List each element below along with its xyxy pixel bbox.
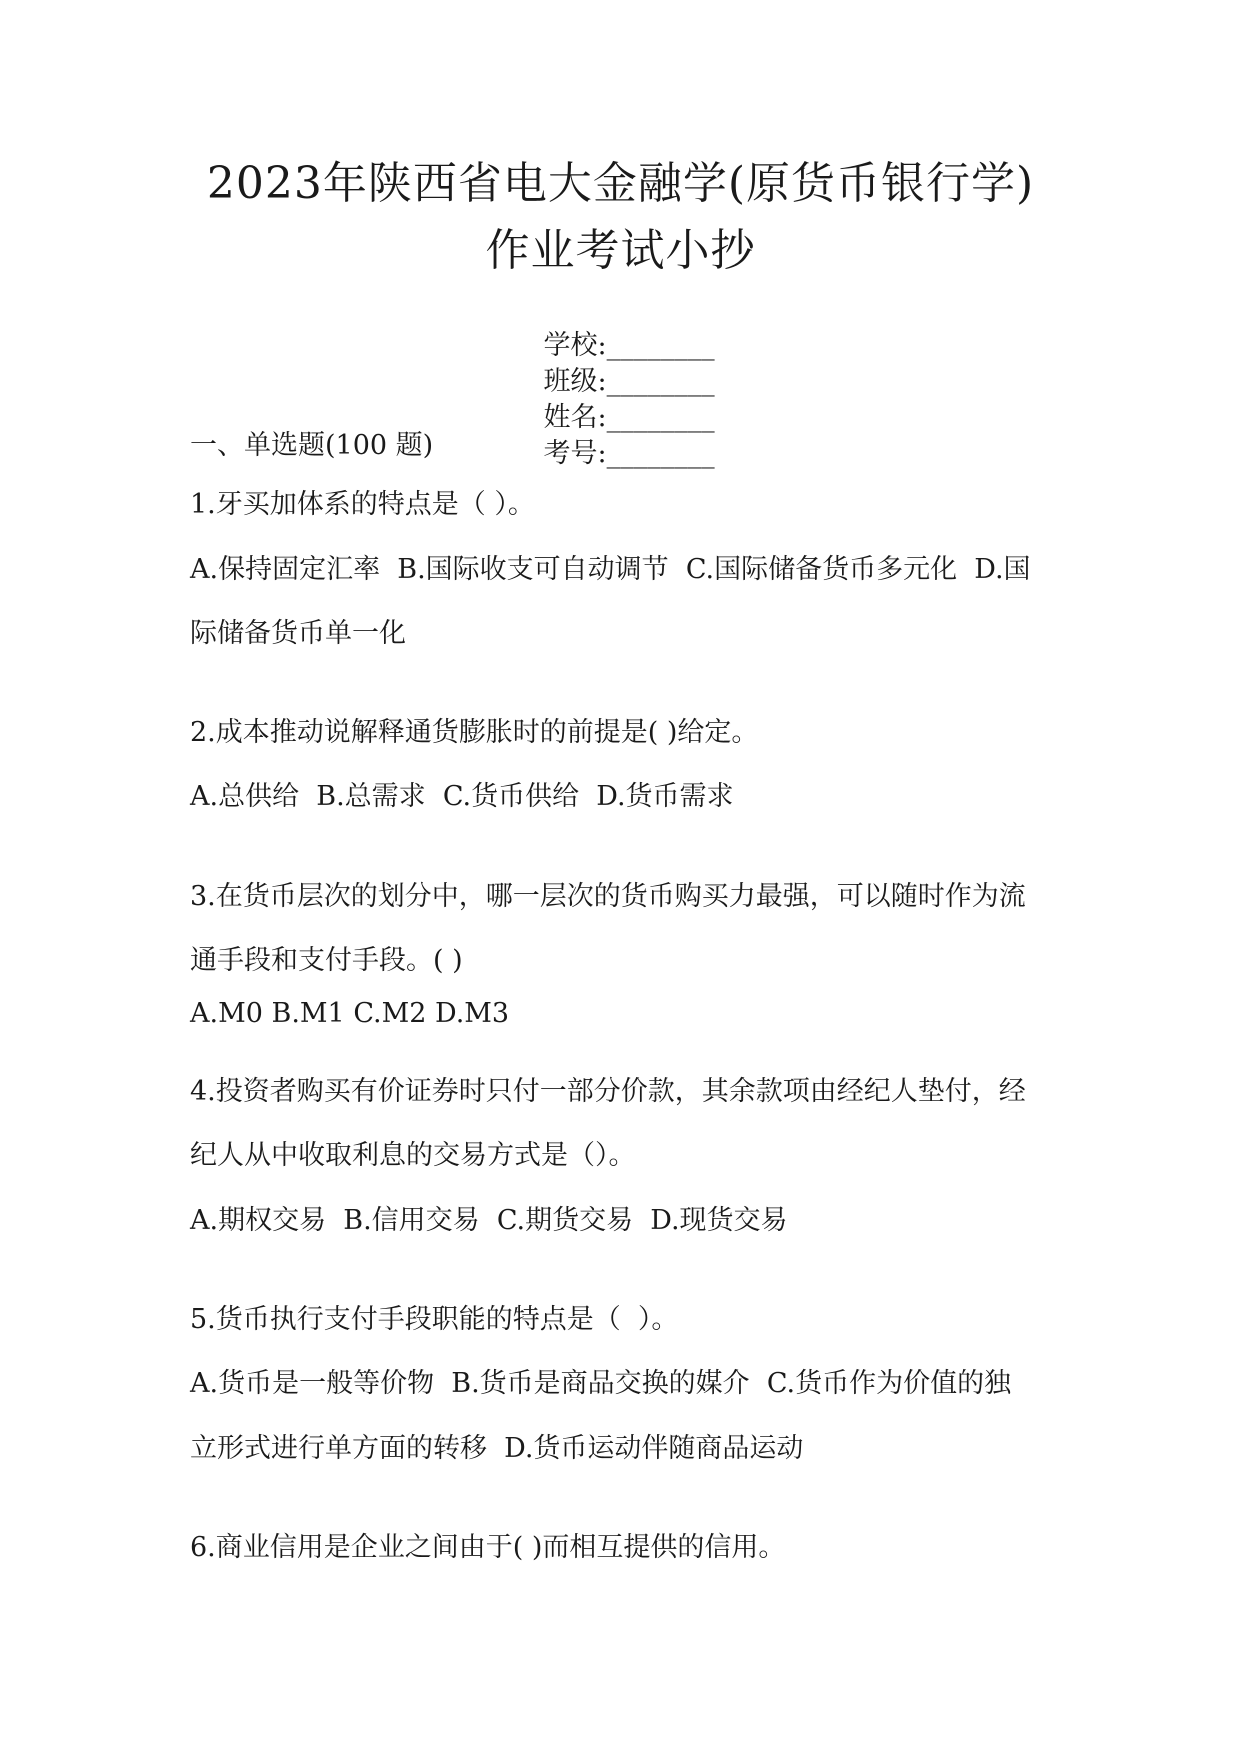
section-heading: 一、单选题(100 题) [190, 430, 434, 461]
question-5-stem: 5.货币执行支付手段职能的特点是（ ）。 [190, 1304, 679, 1335]
info-blank: ________ [606, 330, 715, 361]
question-1-options: A.保持固定汇率 B.国际收支可自动调节 C.国际储备货币多元化 D.国 [190, 554, 1031, 585]
info-label: 姓名: [543, 402, 607, 433]
question-4-options: A.期权交易 B.信用交易 C.期货交易 D.现货交易 [190, 1205, 788, 1236]
question-6-stem: 6.商业信用是企业之间由于( )而相互提供的信用。 [190, 1532, 786, 1563]
info-blank: ________ [606, 438, 715, 469]
question-3-options: A.M0 B.M1 C.M2 D.M3 [190, 998, 510, 1029]
question-2-stem: 2.成本推动说解释通货膨胀时的前提是( )给定。 [190, 717, 759, 748]
question-1-options-cont: 际储备货币单一化 [190, 618, 406, 649]
page-title-line-2: 作业考试小抄 [485, 225, 756, 276]
info-label: 学校: [543, 330, 607, 361]
info-field-class[interactable] [544, 364, 715, 400]
student-info-line [0, 292, 1241, 472]
info-blank: ________ [606, 366, 715, 397]
question-5-options: A.货币是一般等价物 B.货币是商品交换的媒介 C.货币作为价值的独 [190, 1368, 1012, 1399]
page-title-line-1: 2023年陕西省电大金融学(原货币银行学) [206, 158, 1035, 209]
question-4-stem: 4.投资者购买有价证券时只付一部分价款，其余款项由经纪人垫付，经 [190, 1076, 1026, 1107]
info-field-school[interactable] [544, 328, 715, 364]
question-5-options-cont: 立形式进行单方面的转移 D.货币运动伴随商品运动 [190, 1433, 804, 1464]
info-field-name[interactable] [544, 400, 715, 436]
info-label: 考号: [543, 438, 607, 469]
info-label: 班级: [543, 366, 607, 397]
question-3-stem-cont: 通手段和支付手段。( ) [190, 945, 463, 976]
info-field-exam-number[interactable] [544, 436, 715, 472]
question-3-stem: 3.在货币层次的划分中，哪一层次的货币购买力最强，可以随时作为流 [190, 881, 1026, 912]
question-2-options: A.总供给 B.总需求 C.货币供给 D.货币需求 [190, 781, 734, 812]
question-1-stem: 1.牙买加体系的特点是（ ）。 [190, 489, 535, 520]
info-blank: ________ [606, 402, 715, 433]
question-4-stem-cont: 纪人从中收取利息的交易方式是（）。 [190, 1140, 636, 1171]
